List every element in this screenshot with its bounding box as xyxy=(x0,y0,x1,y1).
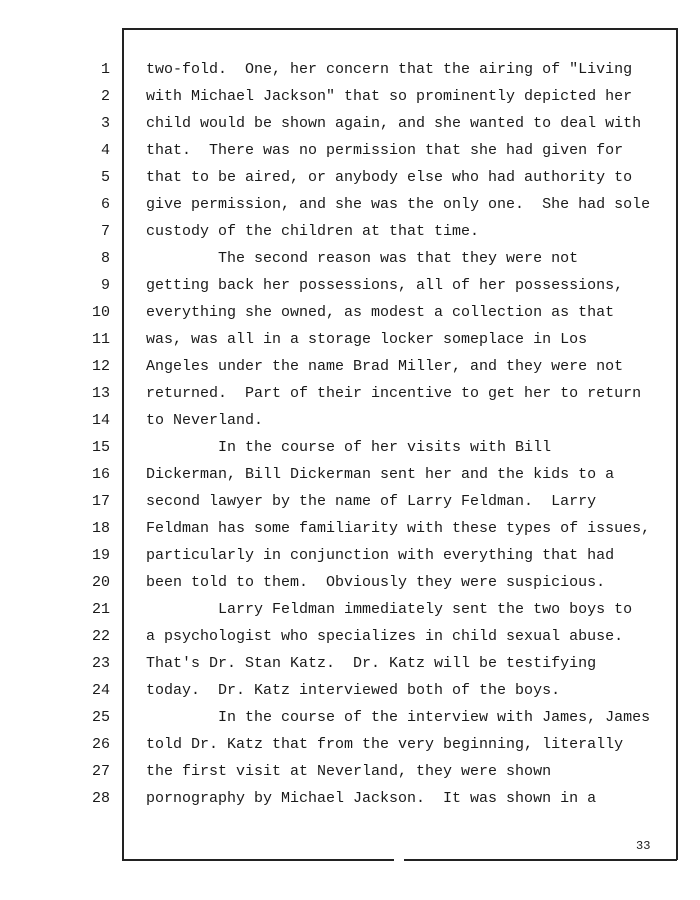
right-margin-rule xyxy=(676,28,678,860)
transcript-line: The second reason was that they were not xyxy=(146,250,579,267)
line-number: 19 xyxy=(91,547,110,564)
transcript-line: a psychologist who specializes in child sexual abuse. xyxy=(146,628,624,645)
transcript-line: today. Dr. Katz interviewed both of the boys. xyxy=(146,682,561,699)
transcript-line: returned. Part of their incentive to get her to return xyxy=(146,385,642,402)
transcript-line: told Dr. Katz that from the very beginning, literally xyxy=(146,736,624,753)
transcript-line: pornography by Michael Jackson. It was shown in a xyxy=(146,790,597,807)
transcript-line: Angeles under the name Brad Miller, and they were not xyxy=(146,358,624,375)
transcript-line: give permission, and she was the only one. She had sole xyxy=(146,196,651,213)
line-number: 20 xyxy=(91,574,110,591)
transcript-text xyxy=(146,56,671,812)
line-number: 16 xyxy=(91,466,110,483)
transcript-line: In the course of the interview with James, James xyxy=(146,709,651,726)
line-number: 6 xyxy=(100,196,110,213)
transcript-line: with Michael Jackson" that so prominently depicted her xyxy=(146,88,633,105)
line-number: 21 xyxy=(91,601,110,618)
transcript-line: child would be shown again, and she wanted to deal with xyxy=(146,115,642,132)
transcript-line: was, was all in a storage locker someplace in Los xyxy=(146,331,588,348)
line-number: 5 xyxy=(100,169,110,186)
line-number: 23 xyxy=(91,655,110,672)
transcript-line: the first visit at Neverland, they were shown xyxy=(146,763,552,780)
line-number: 15 xyxy=(91,439,110,456)
line-number: 7 xyxy=(100,223,110,240)
line-number: 2 xyxy=(100,88,110,105)
line-number: 8 xyxy=(100,250,110,267)
bottom-border-left xyxy=(122,859,394,861)
transcript-line: Dickerman, Bill Dickerman sent her and the kids to a xyxy=(146,466,615,483)
line-number: 25 xyxy=(91,709,110,726)
bottom-border-right xyxy=(404,859,677,861)
line-number: 10 xyxy=(91,304,110,321)
line-number: 28 xyxy=(91,790,110,807)
line-number: 27 xyxy=(91,763,110,780)
transcript-line: getting back her possessions, all of her possessions, xyxy=(146,277,624,294)
line-number: 4 xyxy=(100,142,110,159)
transcript-line: to Neverland. xyxy=(146,412,264,429)
line-number: 3 xyxy=(100,115,110,132)
transcript-line: been told to them. Obviously they were suspicious. xyxy=(146,574,606,591)
line-number: 18 xyxy=(91,520,110,537)
line-number: 14 xyxy=(91,412,110,429)
line-number: 12 xyxy=(91,358,110,375)
line-number-column xyxy=(70,56,110,812)
line-number: 9 xyxy=(100,277,110,294)
transcript-line: That's Dr. Stan Katz. Dr. Katz will be testifying xyxy=(146,655,597,672)
transcript-line: that to be aired, or anybody else who had authority to xyxy=(146,169,633,186)
line-number: 1 xyxy=(100,61,110,78)
line-number: 26 xyxy=(91,736,110,753)
transcript-line: everything she owned, as modest a collection as that xyxy=(146,304,615,321)
line-number: 22 xyxy=(91,628,110,645)
page-number: 33 xyxy=(636,839,651,853)
transcript-line: second lawyer by the name of Larry Feldman. Larry xyxy=(146,493,597,510)
transcript-line: custody of the children at that time. xyxy=(146,223,480,240)
left-margin-rule xyxy=(122,28,124,860)
transcript-line: Larry Feldman immediately sent the two boys to xyxy=(146,601,633,618)
line-number: 13 xyxy=(91,385,110,402)
line-number: 11 xyxy=(91,331,110,348)
transcript-line: that. There was no permission that she had given for xyxy=(146,142,624,159)
line-number: 17 xyxy=(91,493,110,510)
transcript-line: two-fold. One, her concern that the airing of "Living xyxy=(146,61,633,78)
transcript-line: Feldman has some familiarity with these types of issues, xyxy=(146,520,651,537)
transcript-line: particularly in conjunction with everything that had xyxy=(146,547,615,564)
top-border xyxy=(122,28,677,30)
transcript-line: In the course of her visits with Bill xyxy=(146,439,552,456)
line-number: 24 xyxy=(91,682,110,699)
